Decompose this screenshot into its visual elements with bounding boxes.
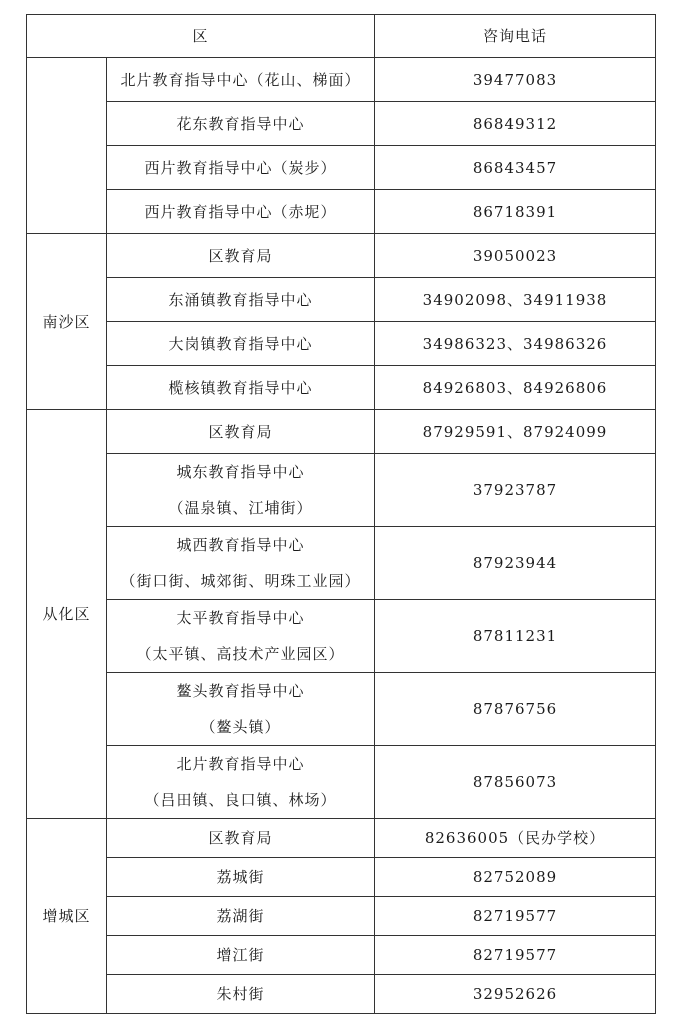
office-cell xyxy=(107,673,375,746)
office-cell xyxy=(107,454,375,527)
phone-cell: 86849312 xyxy=(375,102,656,146)
table-row xyxy=(27,454,656,527)
office-name: 北片教育指导中心 xyxy=(176,755,305,773)
contact-table xyxy=(26,14,656,1014)
office-cell: 增江街 xyxy=(107,936,375,975)
office-cell: 北片教育指导中心（花山、梯面） xyxy=(107,58,375,102)
phone-cell: 34986323、34986326 xyxy=(375,322,656,366)
table-row xyxy=(27,975,656,1014)
phone-cell: 39050023 xyxy=(375,234,656,278)
phone-cell: 86718391 xyxy=(375,190,656,234)
office-note: （温泉镇、江埔街） xyxy=(168,499,313,517)
office-cell: 东涌镇教育指导中心 xyxy=(107,278,375,322)
table-row xyxy=(27,190,656,234)
phone-cell: 82719577 xyxy=(375,897,656,936)
office-note: （鳌头镇） xyxy=(200,718,281,736)
office-name: 城西教育指导中心 xyxy=(176,536,305,554)
office-note: （街口街、城郊街、明珠工业园） xyxy=(120,572,361,590)
table-row xyxy=(27,527,656,600)
table-row xyxy=(27,858,656,897)
table-row xyxy=(27,673,656,746)
table-row xyxy=(27,746,656,819)
office-cell: 区教育局 xyxy=(107,410,375,454)
table-row xyxy=(27,322,656,366)
phone-cell: 87856073 xyxy=(375,746,656,819)
phone-cell: 39477083 xyxy=(375,58,656,102)
office-name: 鳌头教育指导中心 xyxy=(176,682,305,700)
office-cell xyxy=(107,527,375,600)
office-note: （吕田镇、良口镇、林场） xyxy=(144,791,337,809)
table-row xyxy=(27,366,656,410)
office-cell: 荔湖街 xyxy=(107,897,375,936)
phone-cell: 82719577 xyxy=(375,936,656,975)
office-cell: 大岗镇教育指导中心 xyxy=(107,322,375,366)
phone-cell: 87929591、87924099 xyxy=(375,410,656,454)
table-row xyxy=(27,819,656,858)
table-row xyxy=(27,278,656,322)
district-cell: 增城区 xyxy=(27,819,107,1014)
phone-cell: 82752089 xyxy=(375,858,656,897)
district-cell: 从化区 xyxy=(27,410,107,819)
office-cell: 西片教育指导中心（赤坭） xyxy=(107,190,375,234)
table-row xyxy=(27,234,656,278)
office-cell xyxy=(107,600,375,673)
office-note: （太平镇、高技术产业园区） xyxy=(136,645,345,663)
phone-cell: 82636005（民办学校） xyxy=(375,819,656,858)
office-cell: 榄核镇教育指导中心 xyxy=(107,366,375,410)
phone-cell: 87923944 xyxy=(375,527,656,600)
office-name: 城东教育指导中心 xyxy=(176,463,305,481)
office-cell: 朱村街 xyxy=(107,975,375,1014)
district-cell xyxy=(27,58,107,234)
table-row xyxy=(27,897,656,936)
office-cell: 花东教育指导中心 xyxy=(107,102,375,146)
office-cell: 荔城街 xyxy=(107,858,375,897)
phone-cell: 86843457 xyxy=(375,146,656,190)
table-row xyxy=(27,410,656,454)
phone-cell: 34902098、34911938 xyxy=(375,278,656,322)
table-row xyxy=(27,936,656,975)
table-row xyxy=(27,58,656,102)
table-row xyxy=(27,102,656,146)
header-district: 区 xyxy=(27,15,375,58)
district-cell: 南沙区 xyxy=(27,234,107,410)
office-cell: 区教育局 xyxy=(107,819,375,858)
table-row xyxy=(27,146,656,190)
office-name: 太平教育指导中心 xyxy=(176,609,305,627)
header-row xyxy=(27,15,656,58)
office-cell: 区教育局 xyxy=(107,234,375,278)
phone-cell: 87876756 xyxy=(375,673,656,746)
office-cell xyxy=(107,746,375,819)
header-phone: 咨询电话 xyxy=(375,15,656,58)
phone-cell: 84926803、84926806 xyxy=(375,366,656,410)
phone-cell: 32952626 xyxy=(375,975,656,1014)
office-cell: 西片教育指导中心（炭步） xyxy=(107,146,375,190)
table-row xyxy=(27,600,656,673)
phone-cell: 37923787 xyxy=(375,454,656,527)
phone-cell: 87811231 xyxy=(375,600,656,673)
